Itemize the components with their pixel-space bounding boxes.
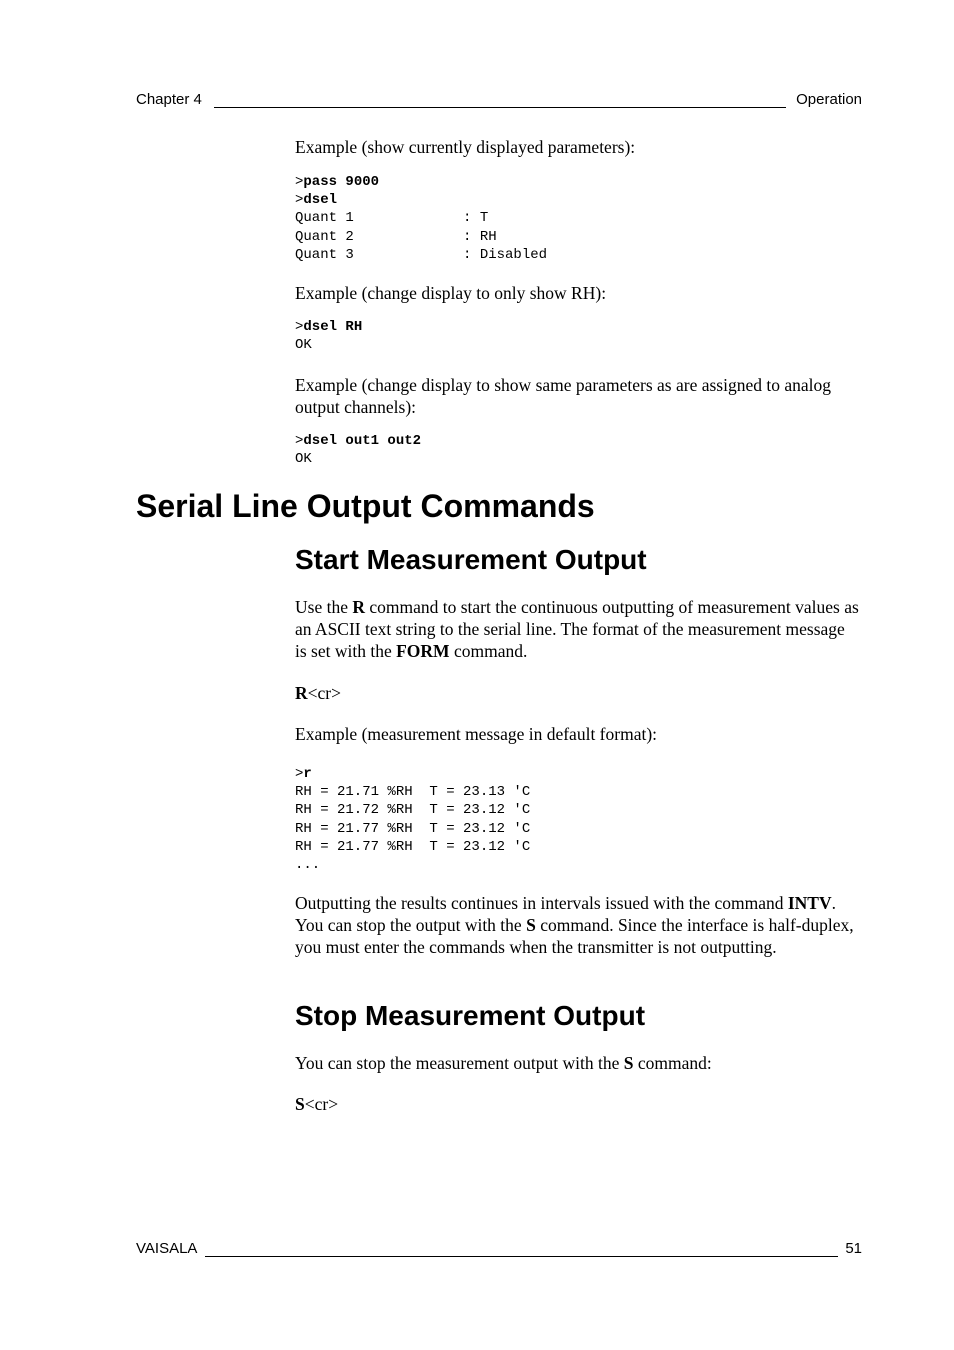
text-run: <cr>	[304, 1094, 339, 1114]
text-run: <cr>	[307, 683, 341, 703]
start-output-paragraph-2	[295, 892, 860, 958]
section-heading: Serial Line Output Commands	[136, 488, 595, 524]
text-run: command to start the continuous outputting of measurement values as an ASCII text string to the serial line. The format of the measurement message is set with the	[295, 597, 859, 661]
code-command: dsel out1 out2	[303, 433, 422, 449]
text-run: You can stop the measurement output with the	[295, 1053, 624, 1073]
start-output-paragraph	[295, 596, 860, 662]
code-line	[295, 318, 362, 336]
code-line	[295, 191, 547, 209]
code-command: pass 9000	[303, 174, 380, 190]
code-block-3	[295, 432, 421, 468]
code-command: r	[303, 766, 312, 782]
bold-term: FORM	[396, 641, 450, 661]
bold-term: S	[526, 915, 536, 935]
code-line: RH = 21.72 %RH T = 23.12 'C	[295, 802, 531, 819]
footer-rule	[205, 1256, 838, 1257]
bold-term: INTV	[787, 893, 832, 913]
text-run: . You can stop the output with the	[295, 893, 836, 935]
code-prompt: >	[295, 433, 304, 449]
header-section: Operation	[796, 91, 862, 108]
code-command: dsel	[303, 192, 338, 209]
code-line	[295, 765, 530, 783]
example-intro-2: Example (change display to only show RH):	[295, 283, 607, 303]
example-intro-1: Example (show currently displayed parameters):	[295, 137, 636, 157]
code-line: OK	[295, 451, 312, 468]
code-line	[295, 432, 421, 450]
code-line: RH = 21.71 %RH T = 23.13 'C	[295, 784, 531, 801]
code-command: dsel RH	[303, 319, 363, 335]
start-output-heading: Start Measurement Output	[295, 544, 647, 575]
code-prompt: >	[295, 319, 304, 335]
code-line: Quant 1 : T	[295, 210, 489, 227]
start-example-intro: Example (measurement message in default format):	[295, 724, 658, 744]
bold-term: R	[295, 683, 308, 703]
code-line: Quant 2 : RH	[295, 228, 497, 245]
code-block-1	[295, 173, 547, 264]
start-output-syntax	[295, 682, 860, 704]
text-run: command. Since the interface is half-duplex, you must enter the commands when the transmitter is not outputting.	[295, 915, 854, 957]
code-block-2	[295, 318, 362, 354]
bold-term: R	[352, 597, 365, 617]
code-line: RH = 21.77 %RH T = 23.12 'C	[295, 838, 531, 855]
code-line: ...	[295, 857, 321, 874]
code-line: Quant 3 : Disabled	[295, 246, 548, 263]
text-run: Outputting the results continues in intervals issued with the command	[295, 893, 788, 913]
code-prompt: >	[295, 766, 304, 782]
bold-term: S	[623, 1053, 634, 1073]
header-rule	[214, 107, 786, 108]
bold-term: S	[295, 1094, 305, 1114]
text-run: command.	[449, 641, 528, 661]
code-prompt: >	[295, 192, 304, 209]
header-chapter: Chapter 4	[136, 91, 202, 108]
text-run: Use the	[295, 597, 353, 617]
stop-output-paragraph	[295, 1052, 860, 1074]
text-run: command:	[633, 1053, 712, 1073]
example-intro-3: Example (change display to show same parameters as are assigned to analog output channels):	[295, 375, 831, 417]
footer-page-number: 51	[845, 1240, 862, 1257]
stop-output-syntax	[295, 1093, 860, 1115]
stop-output-heading: Stop Measurement Output	[295, 1000, 646, 1031]
code-line: OK	[295, 337, 312, 354]
footer-company: VAISALA	[136, 1240, 198, 1257]
code-block-measurement	[295, 765, 530, 874]
code-line	[295, 173, 547, 191]
code-line: RH = 21.77 %RH T = 23.12 'C	[295, 820, 531, 837]
code-prompt: >	[295, 174, 304, 190]
